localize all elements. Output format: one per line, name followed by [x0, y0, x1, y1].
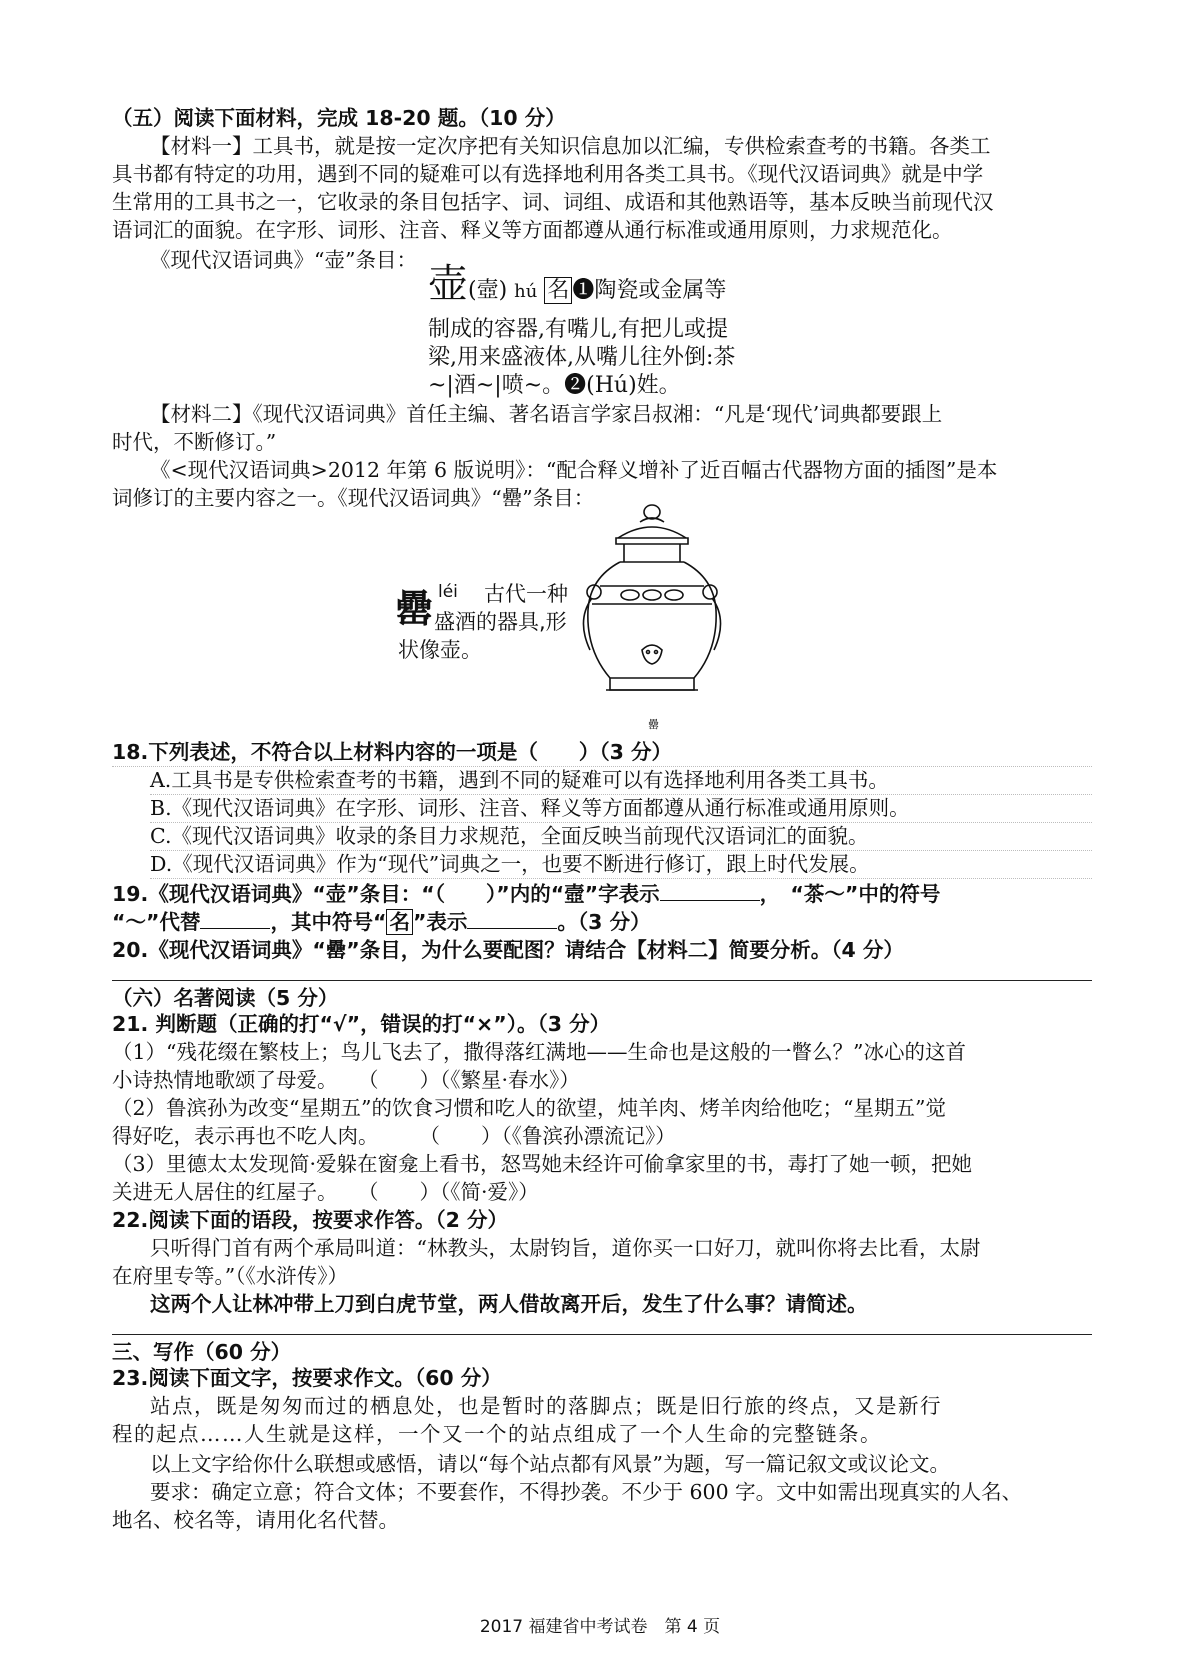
question-21-item-2-line-2: 得好吃，表示再也不吃人肉。 （ ）（《鲁滨孙漂流记》）: [112, 1124, 676, 1148]
question-21-item-3-line-1: （3）里德太太发现简·爱躲在窗龛上看书，怒骂她未经许可偷拿家里的书，毒打了她一顿，把她: [112, 1152, 973, 1176]
question-18-option-c: C.《现代汉语词典》收录的条目力求规范，全面反映当前现代汉语词汇的面貌。: [150, 822, 1092, 851]
question-20: 20.《现代汉语词典》“罍”条目，为什么要配图？请结合【材料二】简要分析。（4 分）: [112, 938, 904, 962]
lei-definition-1: 古代一种: [484, 582, 568, 606]
question-22-ask: 这两个人让林冲带上刀到白虎节堂，两人借故离开后，发生了什么事？请简述。: [150, 1292, 868, 1316]
entry-line-3: 梁,用来盛液体,从嘴儿往外倒:茶: [428, 345, 736, 370]
prompt-line-1: 站点，既是匆匆而过的栖息处，也是暂时的落脚点；既是旧行旅的终点，又是新行: [150, 1394, 942, 1418]
question-22-stem: 22.阅读下面的语段，按要求作答。（2 分）: [112, 1208, 508, 1232]
divider-line: [112, 1334, 1092, 1335]
entry-line-2: 制成的容器,有嘴儿,有把儿或提: [428, 317, 728, 342]
lei-vessel-illustration: [580, 500, 750, 715]
lei-headword: 罍: [395, 586, 434, 631]
section-six-title: （六）名著阅读（5 分）: [112, 986, 339, 1010]
material-one-line-5: 《现代汉语词典》“壶”条目：: [150, 248, 417, 272]
entry-definition-1: ❶陶瓷或金属等: [572, 278, 727, 303]
material-two-line-4: 词修订的主要内容之一。《现代汉语词典》“罍”条目：: [112, 486, 595, 510]
question-21-item-2-line-1: （2）鲁滨孙为改变“星期五”的饮食习惯和吃人的欲望，炖羊肉、烤羊肉给他吃；“星期五”觉: [112, 1096, 946, 1120]
question-19-line-1: [112, 880, 1092, 908]
prompt-line-3: 以上文字给你什么联想或感悟，请以“每个站点都有风景”为题，写一篇记叙文或议论文。: [150, 1452, 950, 1476]
lei-definition-2: 盛酒的器具,形: [434, 610, 567, 634]
dictionary-entry-hu: [428, 261, 727, 308]
question-18-option-b: B.《现代汉语词典》在字形、词形、注音、释义等方面都遵从通行标准或通用原则。: [150, 794, 1092, 823]
question-23-stem: 23.阅读下面文字，按要求作文。（60 分）: [112, 1366, 502, 1390]
entry-pinyin: hú: [514, 281, 538, 302]
prompt-line-2: 程的起点……人生就是这样，一个又一个的站点组成了一个人生命的完整链条。: [112, 1422, 882, 1446]
lei-definition-3: 状像壶。: [398, 638, 482, 662]
entry-line-4: ~|酒~|喷~。❷(Hú)姓。: [428, 373, 681, 398]
section-five-title: （五）阅读下面材料，完成 18-20 题。（10 分）: [112, 106, 566, 130]
question-19-text-d: ，其中符号“: [270, 910, 387, 934]
part-of-speech-box: 名: [544, 277, 572, 304]
question-18-stem: 18.下列表述，不符合以上材料内容的一项是（ ）（3 分）: [112, 738, 1092, 767]
prompt-line-4: 要求：确定立意；符合文体；不要套作，不得抄袭。不少于 600 字。文中如需出现真实的人名、: [150, 1480, 1023, 1504]
question-18-option-d: D.《现代汉语词典》作为“现代”词典之一，也要不断进行修订，跟上时代发展。: [150, 850, 1092, 879]
material-two-line-3: 《<现代汉语词典>2012 年第 6 版说明》：“配合释义增补了近百幅古代器物方面的插图”是本: [150, 458, 998, 482]
question-19-text-b: ， “茶～”中的符号: [759, 882, 941, 906]
question-21-item-1-line-2: 小诗热情地歌颂了母爱。 （ ）（《繁星·春水》）: [112, 1068, 580, 1092]
symbol-box: 名: [386, 909, 413, 935]
page-footer: 2017 福建省中考试卷 第 4 页: [479, 1617, 721, 1637]
question-21-stem: 21. 判断题（正确的打“√”，错误的打“×”）。（3 分）: [112, 1012, 611, 1036]
question-21-item-3-line-2: 关进无人居住的红屋子。 （ ）（《简·爱》）: [112, 1180, 539, 1204]
lei-pinyin: léi: [438, 582, 458, 602]
answer-blank-3[interactable]: [467, 908, 557, 929]
divider-line: [112, 980, 1092, 981]
material-two-line-1: 【材料二】《现代汉语词典》首任主编、著名语言学家吕叔湘：“凡是‘现代’词典都要跟上: [150, 402, 943, 426]
question-19-text-c: “～”代替: [112, 910, 201, 934]
material-one-line-1: 【材料一】工具书，就是按一定次序把有关知识信息加以汇编，专供检索查考的书籍。各类工: [150, 134, 991, 158]
question-19-line-2: [112, 908, 1092, 936]
prompt-line-5: 地名、校名等，请用化名代替。: [112, 1508, 399, 1532]
material-two-line-2: 时代，不断修订。”: [112, 430, 277, 454]
entry-headword: 壶: [428, 261, 468, 307]
material-one-line-2: 具书都有特定的功用，遇到不同的疑难可以有选择地利用各类工具书。《现代汉语词典》就是中学: [112, 162, 984, 186]
excerpt-line-2: 在府里专等。”（《水浒传》）: [112, 1264, 348, 1288]
illustration-caption: 罍: [648, 718, 659, 731]
entry-traditional: (壼): [468, 278, 508, 303]
question-19-text-f: 。（3 分）: [557, 910, 651, 934]
material-one-line-4: 语词汇的面貌。在字形、词形、注音、释义等方面都遵从通行标准或通用原则，力求规范化。: [112, 218, 953, 242]
section-three-title: 三、写作（60 分）: [112, 1340, 292, 1364]
question-18-option-a: A.工具书是专供检索查考的书籍，遇到不同的疑难可以有选择地利用各类工具书。: [150, 766, 1092, 795]
material-one-line-3: 生常用的工具书之一，它收录的条目包括字、词、词组、成语和其他熟语等，基本反映当前现代汉: [112, 190, 994, 214]
answer-blank-2[interactable]: [200, 908, 270, 929]
question-19-text-e: ”表示: [412, 910, 468, 934]
question-21-item-1-line-1: （1）“残花缀在繁枝上；鸟儿飞去了，撒得落红满地——生命也是这般的一瞥么？”冰心的这首: [112, 1040, 967, 1064]
answer-blank-1[interactable]: [660, 880, 760, 901]
question-19-text-a: 19.《现代汉语词典》“壶”条目：“（ ）”内的“壼”字表示: [112, 882, 660, 906]
excerpt-line-1: 只听得门首有两个承局叫道：“林教头，太尉钧旨，道你买一口好刀，就叫你将去比看，太尉: [150, 1236, 981, 1260]
